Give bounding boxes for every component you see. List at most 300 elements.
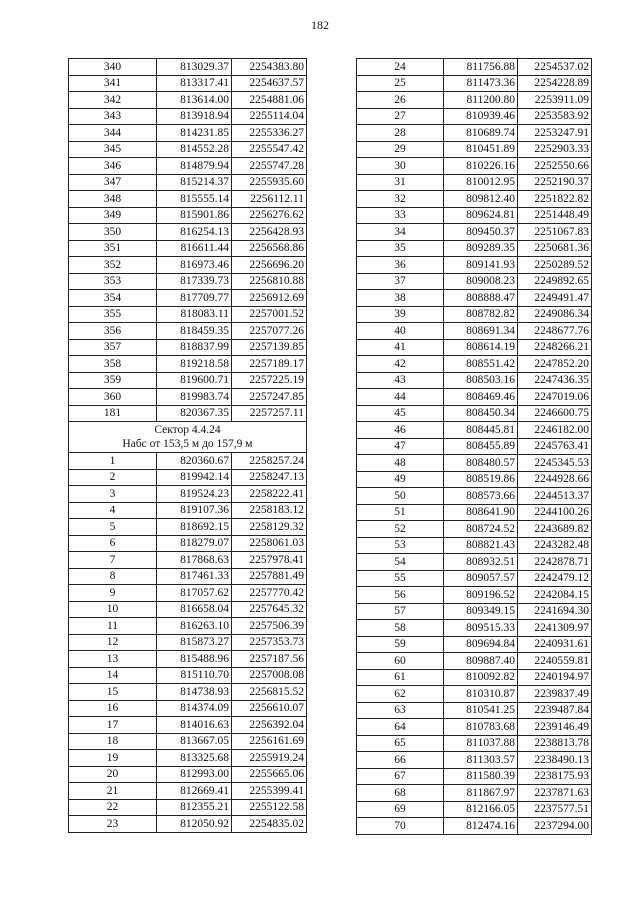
x-coordinate-cell: 808724.52 [444, 521, 518, 538]
point-number-cell: 57 [357, 603, 444, 620]
table-row [357, 653, 592, 670]
y-coordinate-cell: 2238490.13 [518, 752, 592, 769]
y-coordinate-cell: 2258247.13 [232, 469, 307, 486]
point-number-cell: 66 [357, 752, 444, 769]
x-coordinate-cell: 813317.41 [157, 75, 232, 92]
y-coordinate-cell: 2255122.58 [232, 799, 307, 816]
x-coordinate-cell: 815555.14 [157, 191, 232, 208]
point-number-cell: 33 [357, 207, 444, 224]
point-number-cell: 44 [357, 389, 444, 406]
x-coordinate-cell: 812474.16 [444, 818, 518, 835]
y-coordinate-cell: 2237577.51 [518, 801, 592, 818]
table-row [69, 535, 307, 552]
point-number-cell: 355 [69, 306, 157, 323]
point-number-cell: 52 [357, 521, 444, 538]
x-coordinate-cell: 808932.51 [444, 554, 518, 571]
y-coordinate-cell: 2256161.69 [232, 733, 307, 750]
point-number-cell: 6 [69, 535, 157, 552]
y-coordinate-cell: 2242878.71 [518, 554, 592, 571]
table-row [69, 585, 307, 602]
y-coordinate-cell: 2242479.12 [518, 570, 592, 587]
x-coordinate-cell: 809141.93 [444, 257, 518, 274]
y-coordinate-cell: 2257139.85 [232, 339, 307, 356]
point-number-cell: 345 [69, 141, 157, 158]
y-coordinate-cell: 2255935.60 [232, 174, 307, 191]
y-coordinate-cell: 2245345.53 [518, 455, 592, 472]
x-coordinate-cell: 811756.88 [444, 59, 518, 76]
y-coordinate-cell: 2254228.89 [518, 75, 592, 92]
point-number-cell: 49 [357, 471, 444, 488]
x-coordinate-cell: 810092.82 [444, 669, 518, 686]
table-row [357, 504, 592, 521]
y-coordinate-cell: 2256610.07 [232, 700, 307, 717]
point-number-cell: 41 [357, 339, 444, 356]
table-row [357, 108, 592, 125]
table-row [69, 634, 307, 651]
point-number-cell: 350 [69, 224, 157, 241]
point-number-cell: 347 [69, 174, 157, 191]
y-coordinate-cell: 2256276.62 [232, 207, 307, 224]
y-coordinate-cell: 2244100.26 [518, 504, 592, 521]
point-number-cell: 358 [69, 356, 157, 373]
table-row [357, 570, 592, 587]
x-coordinate-cell: 817057.62 [157, 585, 232, 602]
table-row [69, 141, 307, 158]
table-row [357, 636, 592, 653]
y-coordinate-cell: 2254881.06 [232, 92, 307, 109]
table-row [69, 502, 307, 519]
table-row [69, 339, 307, 356]
y-coordinate-cell: 2238813.78 [518, 735, 592, 752]
y-coordinate-cell: 2257770.42 [232, 585, 307, 602]
x-coordinate-cell: 813029.37 [157, 59, 232, 76]
table-row [69, 158, 307, 175]
y-coordinate-cell: 2257257.11 [232, 405, 307, 422]
y-coordinate-cell: 2258061.03 [232, 535, 307, 552]
x-coordinate-cell: 818279.07 [157, 535, 232, 552]
sector-title: Сектор 4.4.24 [154, 424, 221, 436]
point-number-cell: 16 [69, 700, 157, 717]
y-coordinate-cell: 2255399.41 [232, 783, 307, 800]
point-number-cell: 56 [357, 587, 444, 604]
point-number-cell: 26 [357, 92, 444, 109]
y-coordinate-cell: 2247852.20 [518, 356, 592, 373]
y-coordinate-cell: 2254835.02 [232, 816, 307, 833]
x-coordinate-cell: 808519.86 [444, 471, 518, 488]
point-number-cell: 35 [357, 240, 444, 257]
x-coordinate-cell: 812669.41 [157, 783, 232, 800]
point-number-cell: 40 [357, 323, 444, 340]
y-coordinate-cell: 2257353.73 [232, 634, 307, 651]
table-row [69, 207, 307, 224]
x-coordinate-cell: 808641.90 [444, 504, 518, 521]
x-coordinate-cell: 812993.00 [157, 766, 232, 783]
table-row [69, 799, 307, 816]
point-number-cell: 24 [357, 59, 444, 76]
table-row [69, 717, 307, 734]
point-number-cell: 38 [357, 290, 444, 307]
table-row [69, 519, 307, 536]
y-coordinate-cell: 2254383.80 [232, 59, 307, 76]
table-row [357, 785, 592, 802]
point-number-cell: 68 [357, 785, 444, 802]
point-number-cell: 59 [357, 636, 444, 653]
table-row [357, 702, 592, 719]
y-coordinate-cell: 2249491.47 [518, 290, 592, 307]
x-coordinate-cell: 817461.33 [157, 568, 232, 585]
table-row [357, 290, 592, 307]
x-coordinate-cell: 811200.80 [444, 92, 518, 109]
point-number-cell: 349 [69, 207, 157, 224]
point-number-cell: 28 [357, 125, 444, 142]
x-coordinate-cell: 814374.09 [157, 700, 232, 717]
point-number-cell: 21 [69, 783, 157, 800]
x-coordinate-cell: 814016.63 [157, 717, 232, 734]
point-number-cell: 5 [69, 519, 157, 536]
right-rows [357, 59, 592, 835]
point-number-cell: 47 [357, 438, 444, 455]
y-coordinate-cell: 2255114.04 [232, 108, 307, 125]
table-row [357, 158, 592, 175]
point-number-cell: 348 [69, 191, 157, 208]
sector-subtitle: Набс от 153,5 м до 157,9 м [122, 438, 253, 450]
sector-row [69, 422, 307, 453]
table-row [69, 667, 307, 684]
x-coordinate-cell: 810226.16 [444, 158, 518, 175]
table-row [69, 372, 307, 389]
point-number-cell: 34 [357, 224, 444, 241]
x-coordinate-cell: 814879.94 [157, 158, 232, 175]
x-coordinate-cell: 811473.36 [444, 75, 518, 92]
y-coordinate-cell: 2244513.37 [518, 488, 592, 505]
y-coordinate-cell: 2243689.82 [518, 521, 592, 538]
point-number-cell: 42 [357, 356, 444, 373]
point-number-cell: 8 [69, 568, 157, 585]
y-coordinate-cell: 2247436.35 [518, 372, 592, 389]
point-number-cell: 22 [69, 799, 157, 816]
y-coordinate-cell: 2258222.41 [232, 486, 307, 503]
point-number-cell: 351 [69, 240, 157, 257]
y-coordinate-cell: 2258257.24 [232, 453, 307, 470]
table-row [357, 488, 592, 505]
point-number-cell: 9 [69, 585, 157, 602]
x-coordinate-cell: 809349.15 [444, 603, 518, 620]
x-coordinate-cell: 813667.05 [157, 733, 232, 750]
x-coordinate-cell: 809812.40 [444, 191, 518, 208]
y-coordinate-cell: 2248266.21 [518, 339, 592, 356]
point-number-cell: 31 [357, 174, 444, 191]
x-coordinate-cell: 811303.57 [444, 752, 518, 769]
point-number-cell: 46 [357, 422, 444, 439]
table-row [357, 174, 592, 191]
x-coordinate-cell: 810541.25 [444, 702, 518, 719]
table-row [357, 537, 592, 554]
point-number-cell: 60 [357, 653, 444, 670]
table-row [69, 257, 307, 274]
table-row [357, 818, 592, 835]
table-row [357, 356, 592, 373]
table-row [69, 108, 307, 125]
point-number-cell: 18 [69, 733, 157, 750]
left-top-rows [69, 59, 307, 422]
x-coordinate-cell: 810012.95 [444, 174, 518, 191]
point-number-cell: 54 [357, 554, 444, 571]
x-coordinate-cell: 808573.66 [444, 488, 518, 505]
point-number-cell: 39 [357, 306, 444, 323]
table-row [357, 438, 592, 455]
x-coordinate-cell: 809057.57 [444, 570, 518, 587]
table-row [69, 174, 307, 191]
y-coordinate-cell: 2257187.56 [232, 651, 307, 668]
table-row [357, 471, 592, 488]
y-coordinate-cell: 2252550.66 [518, 158, 592, 175]
table-row [357, 389, 592, 406]
y-coordinate-cell: 2256815.52 [232, 684, 307, 701]
x-coordinate-cell: 819218.58 [157, 356, 232, 373]
x-coordinate-cell: 810310.87 [444, 686, 518, 703]
x-coordinate-cell: 810939.46 [444, 108, 518, 125]
table-row [69, 323, 307, 340]
y-coordinate-cell: 2255665.06 [232, 766, 307, 783]
table-row [69, 453, 307, 470]
table-row [357, 735, 592, 752]
table-row [357, 422, 592, 439]
point-number-cell: 64 [357, 719, 444, 736]
table-row [357, 257, 592, 274]
point-number-cell: 23 [69, 816, 157, 833]
x-coordinate-cell: 813325.68 [157, 750, 232, 767]
page-number: 182 [311, 18, 329, 32]
x-coordinate-cell: 819600.71 [157, 372, 232, 389]
y-coordinate-cell: 2248677.76 [518, 323, 592, 340]
y-coordinate-cell: 2249086.34 [518, 306, 592, 323]
y-coordinate-cell: 2257978.41 [232, 552, 307, 569]
x-coordinate-cell: 809624.81 [444, 207, 518, 224]
point-number-cell: 37 [357, 273, 444, 290]
y-coordinate-cell: 2241694.30 [518, 603, 592, 620]
point-number-cell: 15 [69, 684, 157, 701]
table-row [69, 783, 307, 800]
y-coordinate-cell: 2257077.26 [232, 323, 307, 340]
y-coordinate-cell: 2237871.63 [518, 785, 592, 802]
x-coordinate-cell: 811867.97 [444, 785, 518, 802]
point-number-cell: 45 [357, 405, 444, 422]
x-coordinate-cell: 809515.33 [444, 620, 518, 637]
table-row [357, 224, 592, 241]
point-number-cell: 14 [69, 667, 157, 684]
point-number-cell: 70 [357, 818, 444, 835]
y-coordinate-cell: 2243282.48 [518, 537, 592, 554]
table-row [357, 620, 592, 637]
x-coordinate-cell: 814231.85 [157, 125, 232, 142]
table-row [357, 191, 592, 208]
table-row [357, 306, 592, 323]
table-row [357, 554, 592, 571]
y-coordinate-cell: 2258129.32 [232, 519, 307, 536]
table-row [357, 92, 592, 109]
point-number-cell: 65 [357, 735, 444, 752]
table-row [69, 356, 307, 373]
point-number-cell: 27 [357, 108, 444, 125]
y-coordinate-cell: 2245763.41 [518, 438, 592, 455]
x-coordinate-cell: 811580.39 [444, 768, 518, 785]
x-coordinate-cell: 808691.34 [444, 323, 518, 340]
x-coordinate-cell: 820367.35 [157, 405, 232, 422]
x-coordinate-cell: 808821.43 [444, 537, 518, 554]
x-coordinate-cell: 819107.36 [157, 502, 232, 519]
y-coordinate-cell: 2256810.88 [232, 273, 307, 290]
y-coordinate-cell: 2256912.69 [232, 290, 307, 307]
x-coordinate-cell: 815214.37 [157, 174, 232, 191]
table-row [357, 240, 592, 257]
point-number-cell: 58 [357, 620, 444, 637]
y-coordinate-cell: 2257247.85 [232, 389, 307, 406]
x-coordinate-cell: 815110.70 [157, 667, 232, 684]
y-coordinate-cell: 2246182.00 [518, 422, 592, 439]
point-number-cell: 10 [69, 601, 157, 618]
x-coordinate-cell: 808455.89 [444, 438, 518, 455]
point-number-cell: 3 [69, 486, 157, 503]
point-number-cell: 20 [69, 766, 157, 783]
point-number-cell: 50 [357, 488, 444, 505]
table-row [69, 290, 307, 307]
y-coordinate-cell: 2257008.08 [232, 667, 307, 684]
point-number-cell: 181 [69, 405, 157, 422]
sector-cell [69, 422, 307, 453]
y-coordinate-cell: 2246600.75 [518, 405, 592, 422]
table-row [69, 240, 307, 257]
x-coordinate-cell: 808480.57 [444, 455, 518, 472]
point-number-cell: 344 [69, 125, 157, 142]
y-coordinate-cell: 2239487.84 [518, 702, 592, 719]
x-coordinate-cell: 812050.92 [157, 816, 232, 833]
table-row [357, 372, 592, 389]
x-coordinate-cell: 813918.94 [157, 108, 232, 125]
table-row [69, 486, 307, 503]
y-coordinate-cell: 2253247.91 [518, 125, 592, 142]
y-coordinate-cell: 2238175.93 [518, 768, 592, 785]
table-row [69, 552, 307, 569]
table-row [69, 306, 307, 323]
x-coordinate-cell: 816263.10 [157, 618, 232, 635]
point-number-cell: 17 [69, 717, 157, 734]
x-coordinate-cell: 818459.35 [157, 323, 232, 340]
point-number-cell: 19 [69, 750, 157, 767]
x-coordinate-cell: 819942.14 [157, 469, 232, 486]
x-coordinate-cell: 808614.19 [444, 339, 518, 356]
table-row [69, 601, 307, 618]
table-row [357, 719, 592, 736]
table-row [357, 768, 592, 785]
point-number-cell: 13 [69, 651, 157, 668]
table-row [69, 59, 307, 76]
x-coordinate-cell: 809008.23 [444, 273, 518, 290]
table-row [357, 455, 592, 472]
table-row [357, 75, 592, 92]
table-row [69, 651, 307, 668]
table-row [69, 568, 307, 585]
x-coordinate-cell: 808782.82 [444, 306, 518, 323]
point-number-cell: 354 [69, 290, 157, 307]
table-row [357, 141, 592, 158]
point-number-cell: 67 [357, 768, 444, 785]
y-coordinate-cell: 2247019.06 [518, 389, 592, 406]
point-number-cell: 360 [69, 389, 157, 406]
point-number-cell: 11 [69, 618, 157, 635]
y-coordinate-cell: 2242084.15 [518, 587, 592, 604]
point-number-cell: 342 [69, 92, 157, 109]
x-coordinate-cell: 808469.46 [444, 389, 518, 406]
y-coordinate-cell: 2252190.37 [518, 174, 592, 191]
y-coordinate-cell: 2240194.97 [518, 669, 592, 686]
y-coordinate-cell: 2256428.93 [232, 224, 307, 241]
point-number-cell: 7 [69, 552, 157, 569]
table-row [357, 669, 592, 686]
x-coordinate-cell: 816611.44 [157, 240, 232, 257]
table-row [69, 389, 307, 406]
sector-header [69, 422, 307, 453]
x-coordinate-cell: 808888.47 [444, 290, 518, 307]
x-coordinate-cell: 809289.35 [444, 240, 518, 257]
left-bottom-rows [69, 453, 307, 833]
table-row [357, 801, 592, 818]
y-coordinate-cell: 2254637.57 [232, 75, 307, 92]
y-coordinate-cell: 2256112.11 [232, 191, 307, 208]
table-row [69, 405, 307, 422]
table-row [69, 684, 307, 701]
y-coordinate-cell: 2237294.00 [518, 818, 592, 835]
y-coordinate-cell: 2255547.42 [232, 141, 307, 158]
point-number-cell: 343 [69, 108, 157, 125]
y-coordinate-cell: 2257189.17 [232, 356, 307, 373]
point-number-cell: 29 [357, 141, 444, 158]
x-coordinate-cell: 816254.13 [157, 224, 232, 241]
x-coordinate-cell: 814738.93 [157, 684, 232, 701]
point-number-cell: 63 [357, 702, 444, 719]
x-coordinate-cell: 818692.15 [157, 519, 232, 536]
x-coordinate-cell: 815488.96 [157, 651, 232, 668]
point-number-cell: 53 [357, 537, 444, 554]
point-number-cell: 357 [69, 339, 157, 356]
x-coordinate-cell: 809196.52 [444, 587, 518, 604]
table-row [69, 700, 307, 717]
point-number-cell: 340 [69, 59, 157, 76]
point-number-cell: 36 [357, 257, 444, 274]
x-coordinate-cell: 811037.88 [444, 735, 518, 752]
point-number-cell: 4 [69, 502, 157, 519]
y-coordinate-cell: 2241309.97 [518, 620, 592, 637]
y-coordinate-cell: 2251448.49 [518, 207, 592, 224]
table-row [69, 750, 307, 767]
x-coordinate-cell: 812166.05 [444, 801, 518, 818]
y-coordinate-cell: 2256392.04 [232, 717, 307, 734]
point-number-cell: 346 [69, 158, 157, 175]
y-coordinate-cell: 2251067.83 [518, 224, 592, 241]
table-row [69, 618, 307, 635]
x-coordinate-cell: 808551.42 [444, 356, 518, 373]
y-coordinate-cell: 2244928.66 [518, 471, 592, 488]
x-coordinate-cell: 809887.40 [444, 653, 518, 670]
y-coordinate-cell: 2257506.39 [232, 618, 307, 635]
y-coordinate-cell: 2253583.92 [518, 108, 592, 125]
table-row [69, 224, 307, 241]
point-number-cell: 69 [357, 801, 444, 818]
x-coordinate-cell: 817709.77 [157, 290, 232, 307]
y-coordinate-cell: 2250681.36 [518, 240, 592, 257]
y-coordinate-cell: 2239837.49 [518, 686, 592, 703]
table-row [69, 816, 307, 833]
point-number-cell: 32 [357, 191, 444, 208]
